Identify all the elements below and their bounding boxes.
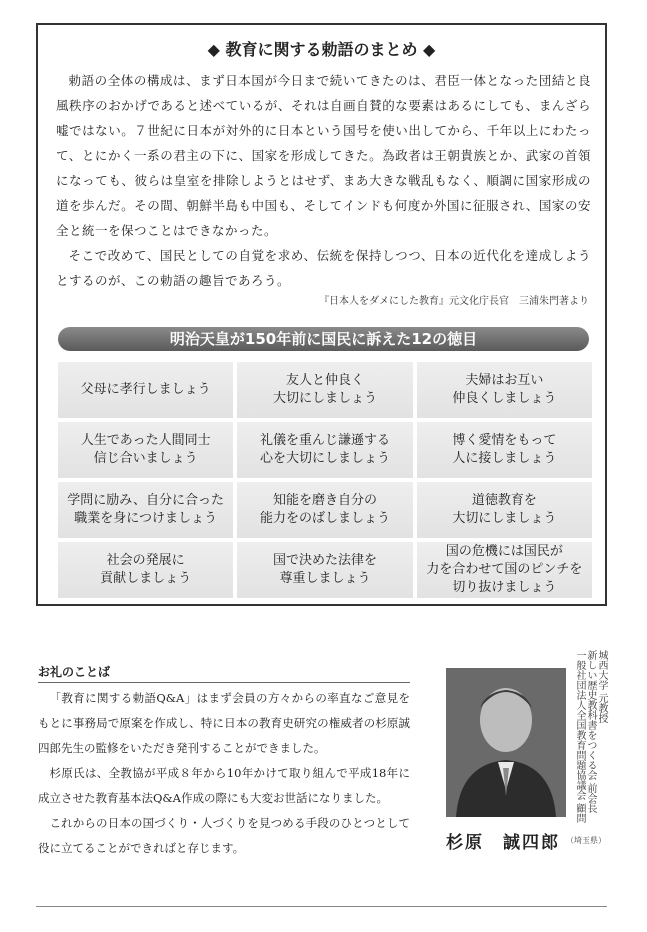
portrait-photo bbox=[446, 668, 566, 817]
summary-paragraph: 勅語の全体の構成は、まず日本国が今日まで続いてきたのは、君臣一体となった団結と良風秩序のおかげであると述べているが、それは自画自賛的な要素はあるにしても、まんざら嘘ではない。７世紀に日本が対外的に日本という国号を使い出してから、千年以上にわたって、とにかく一系の君主の下に、国家を形成してきた。為政者は王朝貴族とか、武家の首領になっても、彼らは皇室を排除しようとはせず、まあ大きな戦乱もなく、順調に国家形成の道を歩んだ。その間、朝鮮半島も中国も、そしてインドも何度か外国に征服され、国家の安全と統一を保つことはできなかった。 bbox=[56, 73, 591, 238]
portrait-icon bbox=[446, 668, 566, 817]
profile-title-line: 新しい歴史教科書をつくる会 前会長 bbox=[585, 650, 596, 814]
virtue-cell: 国で決めた法律を 尊重しましょう bbox=[237, 542, 412, 598]
virtue-cell: 礼儀を重んじ謙遜する 心を大切にしましょう bbox=[237, 422, 412, 478]
virtue-cell: 学問に励み、自分に合った 職業を身につけましょう bbox=[58, 482, 233, 538]
thanks-paragraph: これからの日本の国づくり・人づくりを見つめる手段のひとつとして役に立てることができればと存じます。 bbox=[38, 816, 410, 855]
profile-name: 杉原 誠四郎 bbox=[446, 833, 560, 853]
summary-box bbox=[36, 23, 607, 606]
virtue-cell: 博く愛情をもって 人に接しましょう bbox=[417, 422, 592, 478]
profile-title-line: 一般社団法人全国教育問題協議会 顧問 bbox=[574, 650, 585, 824]
profile-titles bbox=[574, 650, 607, 830]
thanks-divider bbox=[38, 682, 410, 683]
virtue-cell: 人生であった人間同士 信じ合いましょう bbox=[58, 422, 233, 478]
profile-prefecture: （埼玉県） bbox=[566, 836, 606, 845]
virtues-banner: 明治天皇が150年前に国民に訴えた12の徳目 bbox=[58, 327, 589, 351]
virtue-cell: 父母に孝行しましょう bbox=[58, 362, 233, 418]
virtue-cell: 社会の発展に 貢献しましょう bbox=[58, 542, 233, 598]
virtue-cell: 道徳教育を 大切にしましょう bbox=[417, 482, 592, 538]
summary-source: 『日本人をダメにした教育』元文化庁長官 三浦朱門著より bbox=[319, 296, 589, 307]
profile-title-line: 城西大学 元教授 bbox=[596, 650, 607, 724]
summary-text bbox=[56, 68, 591, 293]
bottom-divider bbox=[36, 906, 607, 907]
thanks-paragraph: 「教育に関する勅語Q&A」はまず会員の方々からの率直なご意見をもとに事務局で原案を作成し、特に日本の教育史研究の権威者の杉原誠四郎先生の監修をいただき発刊することができました。 bbox=[38, 691, 410, 755]
summary-title: ◆ 教育に関する勅語のまとめ ◆ bbox=[207, 40, 436, 59]
thanks-paragraph: 杉原氏は、全教協が平成８年から10年かけて取り組んで平成18年に成立させた教育基本法Q&A作成の際にも大変お世話になりました。 bbox=[38, 766, 410, 805]
virtue-cell: 国の危機には国民が 力を合わせて国のピンチを 切り抜けましょう bbox=[417, 542, 592, 598]
virtue-cell: 友人と仲良く 大切にしましょう bbox=[237, 362, 412, 418]
thanks-text bbox=[38, 686, 410, 861]
virtues-grid bbox=[58, 362, 592, 598]
virtue-cell: 夫婦はお互い 仲良くしましょう bbox=[417, 362, 592, 418]
thanks-title: お礼のことば bbox=[38, 665, 111, 679]
summary-paragraph: そこで改めて、国民としての自覚を求め、伝統を保持しつつ、日本の近代化を達成しようとするのが、この勅語の趣旨であろう。 bbox=[56, 248, 591, 288]
virtue-cell: 知能を磨き自分の 能力をのばしましょう bbox=[237, 482, 412, 538]
